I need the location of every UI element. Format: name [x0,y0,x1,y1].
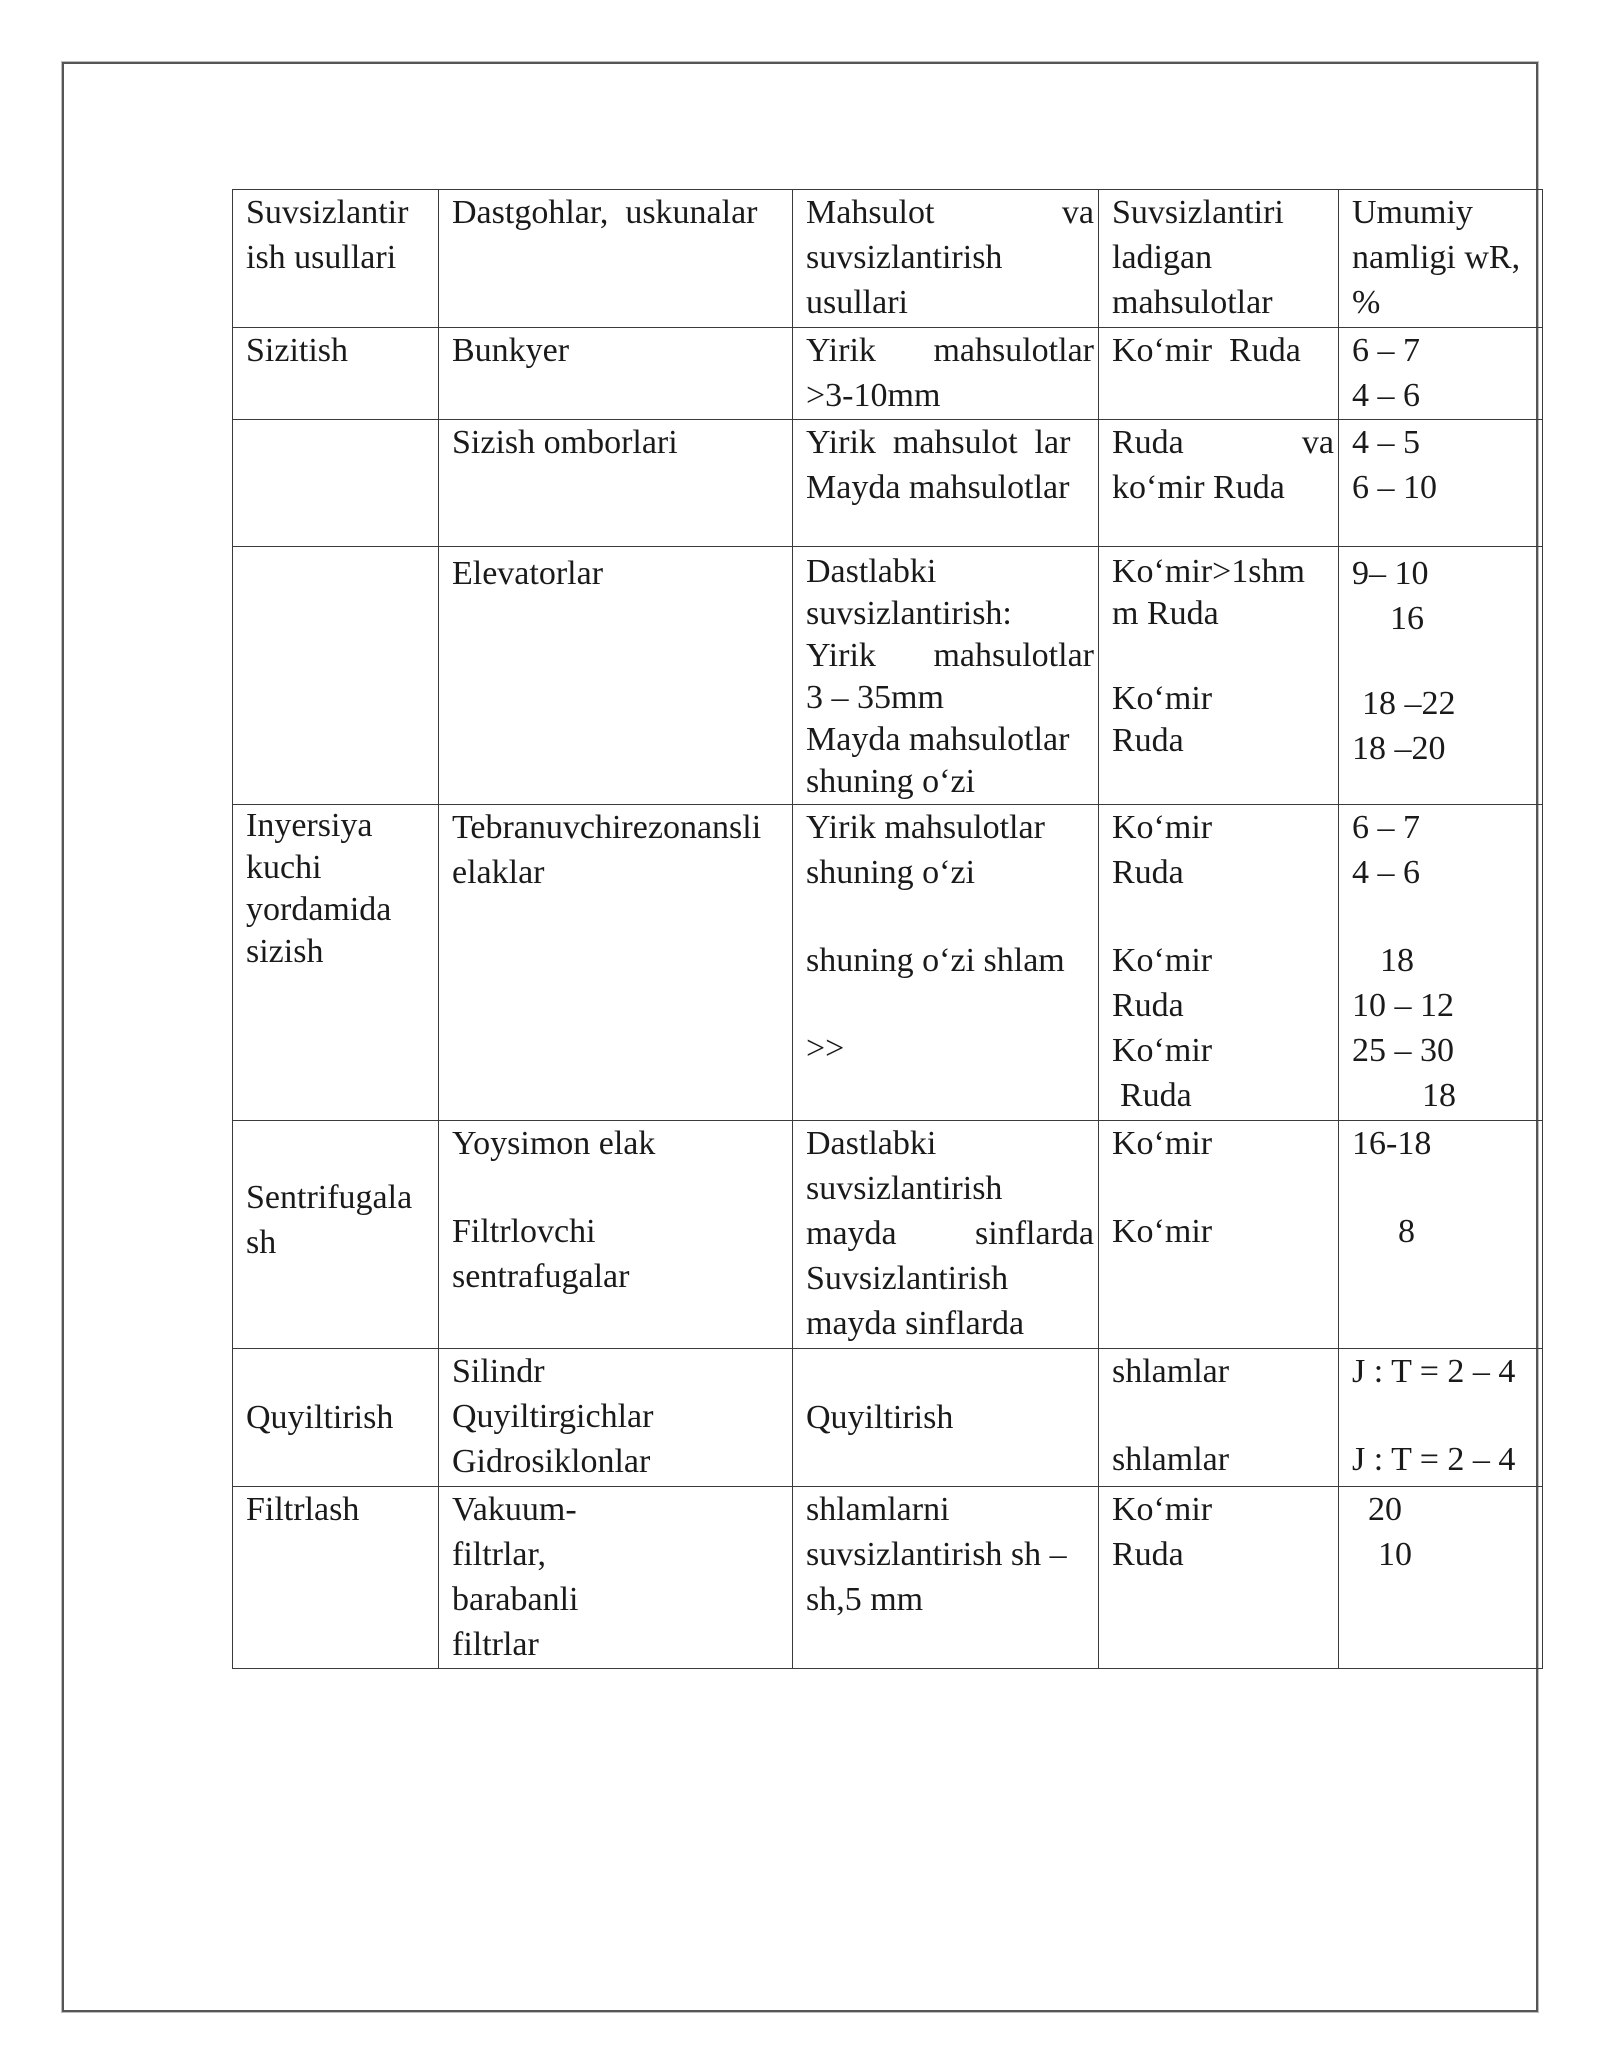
table-cell: Koʻmir Ruda [1099,328,1339,420]
table-cell: Sentrifugala sh [233,1121,439,1349]
table-row [233,805,1543,1121]
table-cell: Yoysimon elak Filtrlovchi sentrafugalar [439,1121,793,1349]
table-cell: Koʻmir Koʻmir [1099,1121,1339,1349]
table-row [233,328,1543,420]
table-cell: Quyiltirish [233,1349,439,1487]
table-row [233,420,1543,547]
table-cell: Sizish omborlari [439,420,793,547]
table-row [233,1349,1543,1487]
table-cell: 16-18 8 [1339,1121,1543,1349]
header-cell-products: Suvsizlantiri ladigan mahsulotlar [1099,190,1339,328]
table-cell: shlamlarni suvsizlantirish sh – sh,5 mm [793,1487,1099,1669]
table-header-row [233,190,1543,328]
table-cell: Sizitish [233,328,439,420]
table-cell: 6 – 7 4 – 6 [1339,328,1543,420]
table-cell: Yirik mahsulotlar >3-10mm [793,328,1099,420]
header-cell-equipment: Dastgohlar, uskunalar [439,190,793,328]
table-cell: Elevatorlar [439,547,793,805]
table-cell: Quyiltirish [793,1349,1099,1487]
table-cell: J : T = 2 – 4 J : T = 2 – 4 [1339,1349,1543,1487]
table-cell: Koʻmir>1shm m Ruda Koʻmir Ruda [1099,547,1339,805]
table-cell: Dastlabki suvsizlantirish mayda sinflarda Suvsizlantirish mayda sinflarda [793,1121,1099,1349]
table-cell: Koʻmir Ruda Koʻmir Ruda Koʻmir Ruda [1099,805,1339,1121]
table-row [233,1121,1543,1349]
table-cell: Dastlabki suvsizlantirish: Yirik mahsulotlar 3 – 35mm Mayda mahsulotlar shuning oʻzi [793,547,1099,805]
table-cell [233,547,439,805]
table-row [233,1487,1543,1669]
table-cell: 9– 10 16 18 –22 18 –20 [1339,547,1543,805]
header-cell-product-methods: Mahsulot va suvsizlantirish usullari [793,190,1099,328]
table-cell [233,420,439,547]
table-cell: Vakuum- filtrlar, barabanli filtrlar [439,1487,793,1669]
table-cell: Yirik mahsulotlar shuning oʻzi shuning oʻzi shlam >> [793,805,1099,1121]
header-cell-methods: Suvsizlantir ish usullari [233,190,439,328]
table-cell: Ruda va koʻmir Ruda [1099,420,1339,547]
table-cell: Silindr Quyiltirgichlar Gidrosiklonlar [439,1349,793,1487]
table-cell: Tebranuvchirezonansli elaklar [439,805,793,1121]
table-cell: shlamlar shlamlar [1099,1349,1339,1487]
table-cell: Filtrlash [233,1487,439,1669]
table-row [233,547,1543,805]
table-cell: Koʻmir Ruda [1099,1487,1339,1669]
table-cell: 6 – 7 4 – 6 18 10 – 12 25 – 30 18 [1339,805,1543,1121]
table-cell: 4 – 5 6 – 10 [1339,420,1543,547]
table-cell: Yirik mahsulot lar Mayda mahsulotlar [793,420,1099,547]
dewatering-methods-table [232,189,1543,1669]
table-cell: Bunkyer [439,328,793,420]
table-cell: 20 10 [1339,1487,1543,1669]
header-cell-moisture: Umumiy namligi wR, % [1339,190,1543,328]
table-cell: Inyersiya kuchi yordamida sizish [233,805,439,1121]
